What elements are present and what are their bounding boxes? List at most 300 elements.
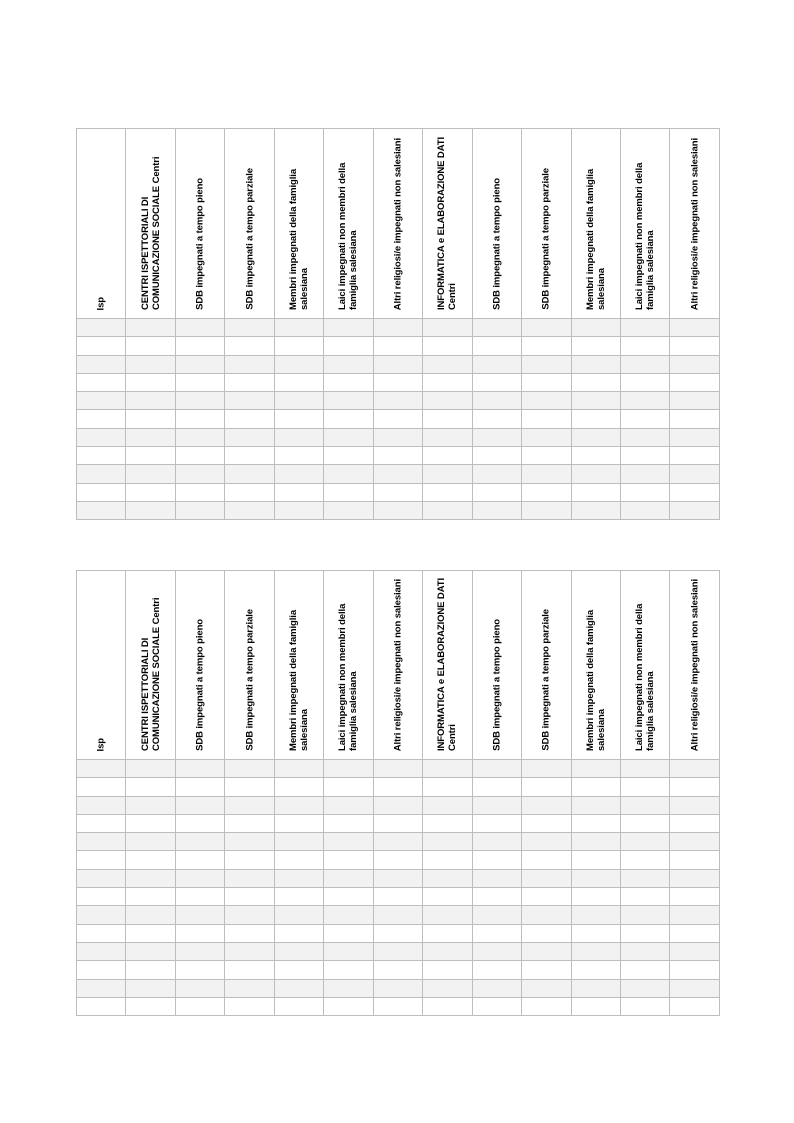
table-cell[interactable] — [77, 924, 126, 942]
table-cell[interactable] — [77, 888, 126, 906]
table-cell[interactable] — [620, 851, 669, 869]
table-cell[interactable] — [373, 814, 422, 832]
table-cell[interactable] — [225, 997, 274, 1015]
table-cell[interactable] — [373, 428, 422, 446]
table-cell[interactable] — [620, 924, 669, 942]
table-cell[interactable] — [225, 447, 274, 465]
table-cell[interactable] — [670, 851, 719, 869]
table-cell[interactable] — [571, 778, 620, 796]
table-cell[interactable] — [225, 373, 274, 391]
table-cell[interactable] — [670, 392, 719, 410]
table-cell[interactable] — [77, 833, 126, 851]
table-cell[interactable] — [522, 888, 571, 906]
table-cell[interactable] — [274, 392, 323, 410]
table-cell[interactable] — [274, 483, 323, 501]
table-cell[interactable] — [373, 942, 422, 960]
table-cell[interactable] — [373, 501, 422, 519]
table-cell[interactable] — [423, 447, 472, 465]
table-cell[interactable] — [522, 465, 571, 483]
table-cell[interactable] — [373, 924, 422, 942]
table-cell[interactable] — [571, 869, 620, 887]
table-cell[interactable] — [373, 997, 422, 1015]
table-cell[interactable] — [126, 979, 175, 997]
table-cell[interactable] — [126, 924, 175, 942]
table-cell[interactable] — [126, 355, 175, 373]
table-cell[interactable] — [324, 851, 373, 869]
table-cell[interactable] — [522, 851, 571, 869]
table-cell[interactable] — [423, 355, 472, 373]
table-cell[interactable] — [373, 447, 422, 465]
table-cell[interactable] — [620, 961, 669, 979]
table-cell[interactable] — [571, 501, 620, 519]
table-cell[interactable] — [522, 906, 571, 924]
table-cell[interactable] — [423, 979, 472, 997]
table-cell[interactable] — [225, 924, 274, 942]
table-cell[interactable] — [225, 392, 274, 410]
table-cell[interactable] — [472, 355, 521, 373]
table-cell[interactable] — [373, 851, 422, 869]
table-cell[interactable] — [522, 778, 571, 796]
table-cell[interactable] — [670, 501, 719, 519]
table-cell[interactable] — [126, 906, 175, 924]
table-cell[interactable] — [472, 392, 521, 410]
table-cell[interactable] — [175, 355, 224, 373]
table-cell[interactable] — [571, 814, 620, 832]
table-cell[interactable] — [423, 465, 472, 483]
table-cell[interactable] — [77, 319, 126, 337]
table-cell[interactable] — [522, 814, 571, 832]
table-cell[interactable] — [126, 942, 175, 960]
table-cell[interactable] — [274, 869, 323, 887]
table-cell[interactable] — [77, 428, 126, 446]
table-cell[interactable] — [324, 465, 373, 483]
table-cell[interactable] — [670, 337, 719, 355]
table-cell[interactable] — [324, 760, 373, 778]
table-cell[interactable] — [274, 796, 323, 814]
table-cell[interactable] — [77, 483, 126, 501]
table-cell[interactable] — [175, 961, 224, 979]
table-cell[interactable] — [274, 760, 323, 778]
table-cell[interactable] — [620, 428, 669, 446]
table-cell[interactable] — [324, 796, 373, 814]
table-cell[interactable] — [522, 961, 571, 979]
table-cell[interactable] — [77, 392, 126, 410]
table-cell[interactable] — [423, 483, 472, 501]
table-cell[interactable] — [472, 906, 521, 924]
table-cell[interactable] — [225, 501, 274, 519]
table-cell[interactable] — [571, 337, 620, 355]
table-cell[interactable] — [175, 924, 224, 942]
table-cell[interactable] — [225, 483, 274, 501]
table-cell[interactable] — [126, 428, 175, 446]
table-cell[interactable] — [77, 814, 126, 832]
table-cell[interactable] — [324, 979, 373, 997]
table-cell[interactable] — [175, 869, 224, 887]
table-cell[interactable] — [423, 796, 472, 814]
table-cell[interactable] — [225, 760, 274, 778]
table-cell[interactable] — [324, 428, 373, 446]
table-cell[interactable] — [373, 410, 422, 428]
table-cell[interactable] — [423, 906, 472, 924]
table-cell[interactable] — [373, 465, 422, 483]
table-cell[interactable] — [670, 778, 719, 796]
table-cell[interactable] — [274, 814, 323, 832]
table-cell[interactable] — [472, 447, 521, 465]
table-cell[interactable] — [670, 833, 719, 851]
table-cell[interactable] — [324, 501, 373, 519]
table-cell[interactable] — [225, 465, 274, 483]
table-cell[interactable] — [225, 814, 274, 832]
table-cell[interactable] — [472, 961, 521, 979]
table-cell[interactable] — [77, 778, 126, 796]
table-cell[interactable] — [423, 501, 472, 519]
table-cell[interactable] — [126, 447, 175, 465]
table-cell[interactable] — [324, 997, 373, 1015]
table-cell[interactable] — [175, 483, 224, 501]
table-cell[interactable] — [522, 319, 571, 337]
table-cell[interactable] — [225, 961, 274, 979]
table-cell[interactable] — [522, 924, 571, 942]
table-cell[interactable] — [126, 997, 175, 1015]
table-cell[interactable] — [423, 392, 472, 410]
table-cell[interactable] — [620, 447, 669, 465]
table-cell[interactable] — [423, 778, 472, 796]
table-cell[interactable] — [126, 796, 175, 814]
table-cell[interactable] — [571, 851, 620, 869]
table-cell[interactable] — [571, 392, 620, 410]
table-cell[interactable] — [472, 410, 521, 428]
table-cell[interactable] — [373, 483, 422, 501]
table-cell[interactable] — [126, 465, 175, 483]
table-cell[interactable] — [324, 319, 373, 337]
table-cell[interactable] — [175, 447, 224, 465]
table-cell[interactable] — [175, 906, 224, 924]
table-cell[interactable] — [423, 961, 472, 979]
table-cell[interactable] — [324, 906, 373, 924]
table-cell[interactable] — [670, 961, 719, 979]
table-cell[interactable] — [472, 814, 521, 832]
table-cell[interactable] — [324, 483, 373, 501]
table-cell[interactable] — [670, 942, 719, 960]
table-cell[interactable] — [274, 447, 323, 465]
table-cell[interactable] — [175, 814, 224, 832]
table-cell[interactable] — [472, 833, 521, 851]
table-cell[interactable] — [126, 833, 175, 851]
table-cell[interactable] — [274, 465, 323, 483]
table-cell[interactable] — [225, 428, 274, 446]
table-cell[interactable] — [620, 833, 669, 851]
table-cell[interactable] — [274, 851, 323, 869]
table-cell[interactable] — [522, 355, 571, 373]
table-cell[interactable] — [324, 410, 373, 428]
table-cell[interactable] — [225, 778, 274, 796]
table-cell[interactable] — [225, 355, 274, 373]
table-cell[interactable] — [670, 465, 719, 483]
table-cell[interactable] — [324, 373, 373, 391]
table-cell[interactable] — [324, 833, 373, 851]
table-cell[interactable] — [373, 833, 422, 851]
table-cell[interactable] — [571, 924, 620, 942]
table-cell[interactable] — [522, 979, 571, 997]
table-cell[interactable] — [571, 942, 620, 960]
table-cell[interactable] — [373, 796, 422, 814]
table-cell[interactable] — [472, 483, 521, 501]
table-cell[interactable] — [670, 906, 719, 924]
table-cell[interactable] — [225, 906, 274, 924]
table-cell[interactable] — [571, 373, 620, 391]
table-cell[interactable] — [373, 979, 422, 997]
table-cell[interactable] — [522, 833, 571, 851]
table-cell[interactable] — [472, 428, 521, 446]
table-cell[interactable] — [175, 428, 224, 446]
table-cell[interactable] — [423, 833, 472, 851]
table-cell[interactable] — [225, 410, 274, 428]
table-cell[interactable] — [522, 392, 571, 410]
table-cell[interactable] — [620, 501, 669, 519]
table-cell[interactable] — [423, 760, 472, 778]
table-cell[interactable] — [324, 355, 373, 373]
table-cell[interactable] — [274, 961, 323, 979]
table-cell[interactable] — [274, 888, 323, 906]
table-cell[interactable] — [670, 997, 719, 1015]
table-cell[interactable] — [472, 997, 521, 1015]
table-cell[interactable] — [175, 319, 224, 337]
table-cell[interactable] — [126, 373, 175, 391]
table-cell[interactable] — [324, 869, 373, 887]
table-cell[interactable] — [77, 410, 126, 428]
table-cell[interactable] — [423, 319, 472, 337]
table-cell[interactable] — [175, 392, 224, 410]
table-cell[interactable] — [274, 319, 323, 337]
table-cell[interactable] — [77, 337, 126, 355]
table-cell[interactable] — [620, 483, 669, 501]
table-cell[interactable] — [373, 961, 422, 979]
table-cell[interactable] — [670, 410, 719, 428]
table-cell[interactable] — [126, 410, 175, 428]
table-cell[interactable] — [620, 796, 669, 814]
table-cell[interactable] — [77, 942, 126, 960]
table-cell[interactable] — [324, 814, 373, 832]
table-cell[interactable] — [175, 833, 224, 851]
table-cell[interactable] — [175, 851, 224, 869]
table-cell[interactable] — [670, 355, 719, 373]
table-cell[interactable] — [620, 814, 669, 832]
table-cell[interactable] — [324, 447, 373, 465]
table-cell[interactable] — [225, 888, 274, 906]
table-cell[interactable] — [225, 337, 274, 355]
table-cell[interactable] — [423, 942, 472, 960]
table-cell[interactable] — [472, 888, 521, 906]
table-cell[interactable] — [522, 447, 571, 465]
table-cell[interactable] — [423, 997, 472, 1015]
table-cell[interactable] — [274, 428, 323, 446]
table-cell[interactable] — [77, 961, 126, 979]
table-cell[interactable] — [126, 501, 175, 519]
table-cell[interactable] — [571, 483, 620, 501]
table-cell[interactable] — [670, 888, 719, 906]
table-cell[interactable] — [472, 319, 521, 337]
table-cell[interactable] — [670, 483, 719, 501]
table-cell[interactable] — [571, 906, 620, 924]
table-cell[interactable] — [274, 979, 323, 997]
table-cell[interactable] — [472, 337, 521, 355]
table-cell[interactable] — [225, 979, 274, 997]
table-cell[interactable] — [274, 410, 323, 428]
table-cell[interactable] — [324, 924, 373, 942]
table-cell[interactable] — [522, 869, 571, 887]
table-cell[interactable] — [472, 501, 521, 519]
table-cell[interactable] — [472, 924, 521, 942]
table-cell[interactable] — [373, 888, 422, 906]
table-cell[interactable] — [620, 979, 669, 997]
table-cell[interactable] — [571, 997, 620, 1015]
table-cell[interactable] — [423, 888, 472, 906]
table-cell[interactable] — [225, 319, 274, 337]
table-cell[interactable] — [126, 814, 175, 832]
table-cell[interactable] — [324, 778, 373, 796]
table-cell[interactable] — [571, 447, 620, 465]
table-cell[interactable] — [77, 501, 126, 519]
table-cell[interactable] — [522, 337, 571, 355]
table-cell[interactable] — [620, 760, 669, 778]
table-cell[interactable] — [175, 373, 224, 391]
table-cell[interactable] — [175, 796, 224, 814]
table-cell[interactable] — [324, 942, 373, 960]
table-cell[interactable] — [571, 796, 620, 814]
table-cell[interactable] — [620, 410, 669, 428]
table-cell[interactable] — [274, 778, 323, 796]
table-cell[interactable] — [373, 319, 422, 337]
table-cell[interactable] — [670, 760, 719, 778]
table-cell[interactable] — [472, 851, 521, 869]
table-cell[interactable] — [126, 319, 175, 337]
table-cell[interactable] — [373, 337, 422, 355]
table-cell[interactable] — [472, 760, 521, 778]
table-cell[interactable] — [670, 814, 719, 832]
table-cell[interactable] — [620, 778, 669, 796]
table-cell[interactable] — [670, 319, 719, 337]
table-cell[interactable] — [77, 465, 126, 483]
table-cell[interactable] — [423, 869, 472, 887]
table-cell[interactable] — [274, 501, 323, 519]
table-cell[interactable] — [274, 373, 323, 391]
table-cell[interactable] — [423, 373, 472, 391]
table-cell[interactable] — [274, 337, 323, 355]
table-cell[interactable] — [77, 979, 126, 997]
table-cell[interactable] — [670, 796, 719, 814]
table-cell[interactable] — [324, 888, 373, 906]
table-cell[interactable] — [175, 979, 224, 997]
table-cell[interactable] — [274, 924, 323, 942]
table-cell[interactable] — [175, 778, 224, 796]
table-cell[interactable] — [373, 760, 422, 778]
table-cell[interactable] — [274, 355, 323, 373]
table-cell[interactable] — [225, 833, 274, 851]
table-cell[interactable] — [225, 942, 274, 960]
table-cell[interactable] — [373, 355, 422, 373]
table-cell[interactable] — [472, 869, 521, 887]
table-cell[interactable] — [620, 337, 669, 355]
table-cell[interactable] — [670, 924, 719, 942]
table-cell[interactable] — [77, 796, 126, 814]
table-cell[interactable] — [620, 997, 669, 1015]
table-cell[interactable] — [77, 355, 126, 373]
table-cell[interactable] — [522, 942, 571, 960]
table-cell[interactable] — [126, 760, 175, 778]
table-cell[interactable] — [175, 997, 224, 1015]
table-cell[interactable] — [620, 942, 669, 960]
table-cell[interactable] — [225, 796, 274, 814]
table-cell[interactable] — [620, 355, 669, 373]
table-cell[interactable] — [423, 924, 472, 942]
table-cell[interactable] — [77, 373, 126, 391]
table-cell[interactable] — [522, 373, 571, 391]
table-cell[interactable] — [225, 869, 274, 887]
table-cell[interactable] — [77, 906, 126, 924]
table-cell[interactable] — [620, 888, 669, 906]
table-cell[interactable] — [571, 410, 620, 428]
table-cell[interactable] — [472, 979, 521, 997]
table-cell[interactable] — [571, 888, 620, 906]
table-cell[interactable] — [423, 337, 472, 355]
table-cell[interactable] — [670, 428, 719, 446]
table-cell[interactable] — [571, 979, 620, 997]
table-cell[interactable] — [373, 778, 422, 796]
table-cell[interactable] — [670, 373, 719, 391]
table-cell[interactable] — [274, 997, 323, 1015]
table-cell[interactable] — [126, 961, 175, 979]
table-cell[interactable] — [522, 796, 571, 814]
table-cell[interactable] — [126, 888, 175, 906]
table-cell[interactable] — [571, 319, 620, 337]
table-cell[interactable] — [472, 942, 521, 960]
table-cell[interactable] — [571, 833, 620, 851]
table-cell[interactable] — [472, 465, 521, 483]
table-cell[interactable] — [77, 760, 126, 778]
table-cell[interactable] — [423, 410, 472, 428]
table-cell[interactable] — [472, 796, 521, 814]
table-cell[interactable] — [670, 869, 719, 887]
table-cell[interactable] — [571, 355, 620, 373]
table-cell[interactable] — [522, 410, 571, 428]
table-cell[interactable] — [522, 501, 571, 519]
table-cell[interactable] — [126, 778, 175, 796]
table-cell[interactable] — [77, 447, 126, 465]
table-cell[interactable] — [175, 942, 224, 960]
table-cell[interactable] — [522, 483, 571, 501]
table-cell[interactable] — [175, 465, 224, 483]
table-cell[interactable] — [175, 337, 224, 355]
table-cell[interactable] — [175, 760, 224, 778]
table-cell[interactable] — [522, 760, 571, 778]
table-cell[interactable] — [522, 428, 571, 446]
table-cell[interactable] — [472, 373, 521, 391]
table-cell[interactable] — [423, 851, 472, 869]
table-cell[interactable] — [571, 760, 620, 778]
table-cell[interactable] — [324, 337, 373, 355]
table-cell[interactable] — [126, 392, 175, 410]
table-cell[interactable] — [423, 428, 472, 446]
table-cell[interactable] — [175, 888, 224, 906]
table-cell[interactable] — [373, 373, 422, 391]
table-cell[interactable] — [175, 410, 224, 428]
table-cell[interactable] — [472, 778, 521, 796]
table-cell[interactable] — [324, 392, 373, 410]
table-cell[interactable] — [225, 851, 274, 869]
table-cell[interactable] — [571, 465, 620, 483]
table-cell[interactable] — [620, 319, 669, 337]
table-cell[interactable] — [620, 373, 669, 391]
